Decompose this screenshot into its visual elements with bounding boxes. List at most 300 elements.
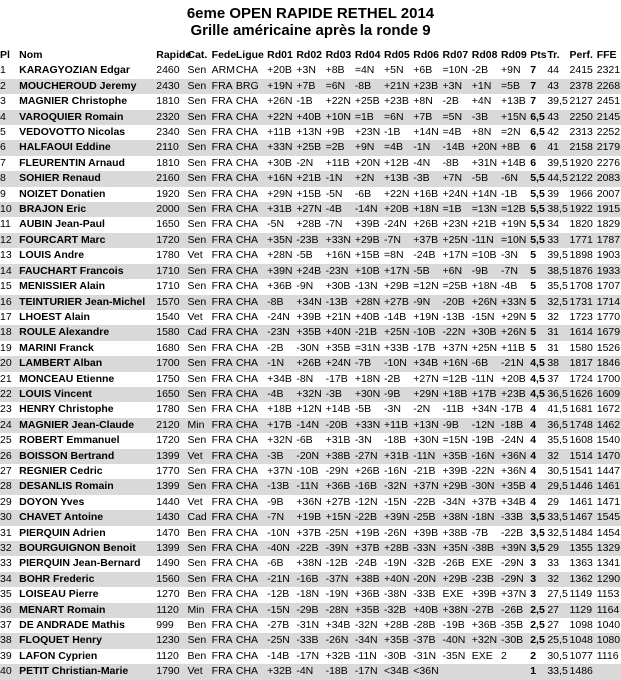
table-cell: -10B <box>296 464 319 477</box>
table-cell: 1626 <box>570 387 597 402</box>
table-cell: -12N <box>472 418 501 433</box>
table-cell: 1490 <box>156 557 180 570</box>
table-cell: -18B <box>326 664 355 679</box>
table-cell: FRA <box>212 387 236 402</box>
table-cell: 1810 <box>156 156 180 169</box>
table-cell: +7N <box>443 171 472 186</box>
table-cell: CHA <box>236 418 267 433</box>
table-cell: 1829 <box>596 218 621 231</box>
table-cell: 5 <box>530 325 547 340</box>
table-cell: CHA <box>235 280 259 293</box>
table-cell: 31 <box>547 341 560 354</box>
column-header: Cat. <box>187 49 208 61</box>
table-cell: +36N <box>296 495 322 508</box>
table-cell: -13N <box>354 280 378 293</box>
table-cell: Ben <box>187 619 207 632</box>
table-cell: +29B <box>384 280 409 293</box>
table-cell: 1817 <box>570 356 597 371</box>
table-cell: +37B <box>355 541 384 556</box>
table-row <box>0 233 621 248</box>
table-cell: 1922 <box>570 202 597 217</box>
table-cell: -17N <box>355 664 384 679</box>
table-cell: +25B <box>354 95 380 108</box>
table-cell: 32 <box>547 572 569 587</box>
table-cell <box>597 664 621 679</box>
table-cell: -32B <box>384 603 413 618</box>
table-cell: -22B <box>413 495 436 508</box>
table-cell: 41,5 <box>547 403 568 416</box>
table-cell: +35N <box>443 541 472 556</box>
table-cell: +36N <box>500 464 527 477</box>
table-cell: -3N <box>354 434 372 447</box>
table-cell: 30,5 <box>547 464 568 477</box>
table-cell: REGNIER Cedric <box>19 464 103 477</box>
table-cell: -8N <box>296 372 314 385</box>
table-cell: 1681 <box>569 403 593 416</box>
table-cell: +37B <box>296 526 322 539</box>
table-cell: +26B <box>354 464 380 477</box>
table-cell: Vet <box>187 495 203 508</box>
column-header: Nom <box>19 49 43 61</box>
column-header: Rd07 <box>442 49 469 61</box>
table-cell: -35N <box>442 649 466 662</box>
table-cell: +35B <box>384 633 413 648</box>
table-cell: FRA <box>212 572 236 587</box>
table-cell: Ben <box>187 526 207 539</box>
table-cell: +21N <box>384 79 413 94</box>
table-cell: +11B <box>325 156 350 169</box>
table-cell: CHA <box>235 341 259 354</box>
table-cell: 1770 <box>596 310 621 323</box>
table-cell: +16N <box>325 249 351 262</box>
table-cell: -7B <box>355 356 384 371</box>
table-cell: -33B <box>501 510 530 525</box>
table-cell: -7N <box>325 218 343 231</box>
table-cell: -20N <box>413 572 442 587</box>
table-cell: +35B <box>296 325 325 340</box>
table-cell: 5,5 <box>530 187 545 200</box>
table-cell: 19 <box>0 341 12 354</box>
table-cell: FRA <box>211 526 233 539</box>
table-row <box>0 603 621 618</box>
table-cell: +30N <box>355 387 384 402</box>
table-cell: -31N <box>296 619 320 632</box>
table-cell: 1570 <box>156 295 187 310</box>
table-cell: 6 <box>530 140 547 155</box>
table-cell: ARM <box>211 64 236 77</box>
table-cell: BOISSON Bertrand <box>19 449 156 464</box>
page-header <box>0 0 621 39</box>
table-cell: -18N <box>472 510 501 525</box>
table-cell: 4 <box>530 449 547 464</box>
table-cell: CHA <box>235 434 259 447</box>
table-cell: FLOQUET Henry <box>19 633 156 648</box>
table-cell: 33 <box>547 557 560 570</box>
table-cell: Ben <box>187 649 207 662</box>
table-cell: 28 <box>0 479 19 494</box>
table-cell: 1 <box>530 664 547 679</box>
table-cell: 38,5 <box>547 264 569 279</box>
table-cell: 38 <box>547 356 569 371</box>
table-row <box>0 202 621 217</box>
table-cell: 2378 <box>570 79 597 94</box>
table-row <box>0 325 621 340</box>
table-cell: CHA <box>236 603 267 618</box>
table-cell: 39,5 <box>547 249 568 262</box>
table-cell: 1790 <box>156 664 187 679</box>
table-cell: -10N <box>267 526 290 539</box>
table-cell: +23N <box>354 126 381 139</box>
table-cell: 12 <box>0 233 19 248</box>
table-cell: LOUIS Vincent <box>19 387 156 402</box>
table-cell: CHA <box>236 233 267 248</box>
table-cell: +23B <box>384 95 409 108</box>
table-cell: CHA <box>236 356 267 371</box>
table-cell: +33N <box>355 418 384 433</box>
table-cell: DESANLIS Romain <box>19 479 156 494</box>
table-cell: -26N <box>326 633 355 648</box>
table-cell: 43 <box>547 79 569 94</box>
table-cell: FRA <box>211 310 233 323</box>
table-cell: 2 <box>0 79 19 94</box>
table-cell: +13B <box>500 95 526 108</box>
table-cell: 30,5 <box>547 649 568 662</box>
table-row <box>0 79 621 94</box>
table-cell: +18N <box>354 372 381 385</box>
table-cell: 39 <box>0 649 12 662</box>
table-cell: +33N <box>326 233 355 248</box>
table-cell: +40B <box>296 110 325 125</box>
table-cell: -4N <box>296 664 325 679</box>
table-cell: +22N <box>325 95 351 108</box>
table-cell: 7 <box>530 95 537 108</box>
table-cell: -11N <box>471 372 494 385</box>
table-cell: 10 <box>0 202 19 217</box>
table-cell: 1915 <box>597 202 621 217</box>
table-cell: -1N <box>413 140 442 155</box>
table-cell: LOISEAU Pierre <box>19 588 99 601</box>
table-cell: FRA <box>212 510 236 525</box>
table-cell: FRA <box>211 557 233 570</box>
column-header: Rd09 <box>500 49 527 61</box>
table-cell: 1446 <box>570 479 597 494</box>
table-cell: Sen <box>187 156 207 169</box>
table-cell: +35N <box>267 233 296 248</box>
table-cell: -23N <box>267 325 296 340</box>
table-cell: =8N <box>384 249 404 262</box>
column-header: Rd01 <box>267 49 293 61</box>
table-cell: +25N <box>384 325 413 340</box>
table-cell: 44 <box>547 64 560 77</box>
table-cell: +38B <box>442 526 468 539</box>
table-cell: -23B <box>296 233 325 248</box>
table-cell: =13N <box>472 202 501 217</box>
table-cell <box>472 664 501 679</box>
table-row <box>0 295 621 310</box>
table-cell: 1290 <box>597 572 621 587</box>
table-row <box>0 94 621 109</box>
table-cell: CHA <box>236 202 267 217</box>
table-cell: FLEURENTIN Arnaud <box>19 156 125 169</box>
table-cell: -34N <box>442 495 466 508</box>
table-cell: +9B <box>325 126 345 139</box>
table-cell: -14N <box>355 202 384 217</box>
table-cell: -31N <box>413 649 437 662</box>
column-header: Pts <box>530 49 547 61</box>
table-row <box>0 649 621 664</box>
table-cell: 1399 <box>156 479 187 494</box>
table-cell: FRA <box>212 295 236 310</box>
table-cell: -15N <box>471 310 495 323</box>
table-cell: 1898 <box>569 249 593 262</box>
table-cell: 2,5 <box>530 603 547 618</box>
table-cell: 38 <box>0 633 19 648</box>
table-cell <box>443 664 472 679</box>
table-cell: -16N <box>384 464 407 477</box>
table-cell: +19N <box>413 310 439 323</box>
table-cell: -20B <box>443 295 472 310</box>
table-cell: +39B <box>413 526 439 539</box>
table-cell: +7B <box>413 110 442 125</box>
table-cell: 2276 <box>596 156 621 169</box>
table-cell: -11N <box>296 479 325 494</box>
table-cell: -2B <box>471 64 489 77</box>
column-header: Rd08 <box>471 49 498 61</box>
table-cell: 999 <box>156 619 174 632</box>
table-cell: -13B <box>442 310 465 323</box>
table-cell: +14N <box>471 187 498 200</box>
table-cell: 26 <box>0 449 19 464</box>
table-cell: +37N <box>500 588 527 601</box>
table-cell: 1920 <box>569 156 593 169</box>
table-cell: 2 <box>500 649 507 662</box>
table-cell: +19N <box>500 218 527 231</box>
table-cell: +30B <box>267 156 292 169</box>
table-cell: 1608 <box>569 434 593 447</box>
table-cell: 29 <box>547 495 560 508</box>
table-cell: CHA <box>236 510 267 525</box>
table-cell: FRA <box>211 649 233 662</box>
table-cell: -33B <box>413 588 436 601</box>
table-cell: Vet <box>187 664 211 679</box>
table-cell: 1720 <box>156 434 180 447</box>
table-cell: -26B <box>501 603 530 618</box>
table-cell: +26N <box>267 95 293 108</box>
table-cell: -22N <box>443 325 472 340</box>
table-cell: 20 <box>0 356 19 371</box>
table-cell: +36B <box>326 479 355 494</box>
table-cell: CHA <box>235 126 259 139</box>
table-cell: CHA <box>236 325 267 340</box>
table-cell: +40B <box>413 603 442 618</box>
table-cell: 3,5 <box>530 541 547 556</box>
table-cell: 4 <box>530 479 547 494</box>
table-cell: 27,5 <box>547 588 568 601</box>
table-cell: -14B <box>267 649 290 662</box>
table-cell: -11N <box>354 649 377 662</box>
table-cell: -15N <box>267 603 296 618</box>
table-cell: FRA <box>212 633 236 648</box>
table-cell: MENART Romain <box>19 603 156 618</box>
table-cell: 31 <box>547 325 569 340</box>
table-row <box>0 110 621 125</box>
table-cell: HENRY Christophe <box>19 403 114 416</box>
table-cell: 11 <box>0 218 11 231</box>
table-cell: =4N <box>354 64 375 77</box>
table-cell: +18N <box>413 202 442 217</box>
table-cell: 1780 <box>156 403 180 416</box>
table-cell: FRA <box>211 156 233 169</box>
table-cell: CHA <box>236 479 267 494</box>
table-cell: 5,5 <box>530 202 547 217</box>
table-cell: -9B <box>472 264 501 279</box>
table-cell: 5 <box>0 126 6 139</box>
table-cell: DOYON Yves <box>19 495 85 508</box>
table-cell: +15N <box>326 510 355 525</box>
table-cell: CHA <box>235 156 259 169</box>
table-cell: +28B <box>384 541 413 556</box>
table-cell: 1771 <box>570 233 597 248</box>
table-cell: 1120 <box>156 649 179 662</box>
table-cell: -20N <box>296 449 325 464</box>
table-cell: EXE <box>471 557 493 570</box>
table-cell: PIERQUIN Jean-Bernard <box>19 557 141 570</box>
table-cell: 2430 <box>156 79 187 94</box>
table-cell: MENISSIER Alain <box>19 280 106 293</box>
column-header: Rd03 <box>325 49 352 61</box>
table-cell: +28N <box>355 295 384 310</box>
table-cell: -2B <box>267 341 284 354</box>
table-cell: Min <box>187 603 211 618</box>
table-cell: FRA <box>212 356 236 371</box>
table-cell: +33N <box>267 140 296 155</box>
table-cell: +3N <box>443 79 472 94</box>
table-cell: CHA <box>236 264 267 279</box>
table-cell: 36 <box>0 603 19 618</box>
table-cell: =12N <box>413 280 439 293</box>
table-cell: 1672 <box>596 403 621 416</box>
table-cell: -11N <box>413 449 442 464</box>
table-row <box>0 279 621 294</box>
table-cell: -5B <box>296 249 313 262</box>
table-cell: 36,5 <box>547 418 569 433</box>
table-cell: 1920 <box>156 187 180 200</box>
page-subtitle: Grille américaine après la ronde 9 <box>190 22 431 39</box>
table-cell: 1700 <box>596 372 621 385</box>
table-cell: 1679 <box>597 325 621 340</box>
table-cell: Sen <box>187 79 211 94</box>
table-cell: 15 <box>0 280 12 293</box>
table-cell: -18B <box>384 434 407 447</box>
table-row <box>0 402 621 417</box>
table-cell: 35,5 <box>547 434 568 447</box>
table-cell: FRA <box>212 325 236 340</box>
table-row <box>0 556 621 571</box>
table-row <box>0 156 621 171</box>
table-cell: VAROQUIER Romain <box>19 110 156 125</box>
table-cell: FRA <box>211 403 233 416</box>
table-cell: CHA <box>235 310 259 323</box>
table-cell: 37 <box>0 619 12 632</box>
table-cell: 32 <box>547 310 560 323</box>
table-cell: -30N <box>296 341 320 354</box>
table-row <box>0 264 621 279</box>
table-cell: FAUCHART Francois <box>19 264 156 279</box>
table-cell: +27N <box>413 372 439 385</box>
table-cell: 4,5 <box>530 387 547 402</box>
table-cell: 1708 <box>569 280 593 293</box>
table-cell: Sen <box>187 633 211 648</box>
table-cell: FRA <box>212 664 236 679</box>
table-cell: -3B <box>413 171 442 186</box>
table-cell: +19B <box>296 510 325 525</box>
table-cell: CHA <box>235 187 259 200</box>
table-row <box>0 479 621 494</box>
table-cell: Ben <box>187 588 207 601</box>
table-cell: 8 <box>0 171 19 186</box>
table-cell: 1514 <box>570 449 597 464</box>
table-cell: +21B <box>296 171 325 186</box>
table-cell: 33,5 <box>547 510 569 525</box>
table-cell: -3N <box>384 403 401 416</box>
table-cell: -16B <box>355 479 384 494</box>
table-cell: 6,5 <box>530 110 547 125</box>
table-cell: 39,5 <box>547 156 568 169</box>
table-cell: 38,5 <box>547 202 569 217</box>
table-cell: 1355 <box>570 541 597 556</box>
table-cell: -33N <box>413 541 442 556</box>
table-cell: 1650 <box>156 218 180 231</box>
table-cell: +19B <box>354 526 380 539</box>
table-cell: -30B <box>384 649 407 662</box>
column-header: Perf. <box>569 49 593 61</box>
table-cell: 4 <box>0 110 19 125</box>
table-cell: +4N <box>471 95 492 108</box>
table-cell: 5,5 <box>530 218 545 231</box>
table-cell: -3B <box>267 449 296 464</box>
table-cell: Sen <box>187 64 207 77</box>
table-cell: 27 <box>547 619 560 632</box>
table-cell: Sen <box>187 572 211 587</box>
table-cell: Sen <box>187 126 207 139</box>
table-cell: -19N <box>325 588 349 601</box>
table-cell: DE ANDRADE Mathis <box>19 619 125 632</box>
table-cell: 2460 <box>156 64 180 77</box>
table-cell: +27N <box>296 202 325 217</box>
table-cell: 2158 <box>570 140 597 155</box>
table-cell: FRA <box>212 110 236 125</box>
table-cell: -5N <box>325 187 343 200</box>
table-cell: 1440 <box>156 495 180 508</box>
table-cell: CHA <box>236 171 267 186</box>
table-cell: 2083 <box>597 171 621 186</box>
table-cell: +24B <box>296 264 325 279</box>
table-row <box>0 171 621 186</box>
table-row <box>0 633 621 648</box>
table-cell: 6 <box>0 140 19 155</box>
table-cell: CHA <box>235 95 259 108</box>
table-cell: CHA <box>235 218 259 231</box>
table-cell: CHA <box>235 526 259 539</box>
table-cell: FRA <box>212 233 236 248</box>
table-cell: -2B <box>384 372 401 385</box>
table-cell: -12B <box>325 557 348 570</box>
table-cell: =5B <box>501 79 530 94</box>
table-cell: -37N <box>326 572 355 587</box>
table-cell: CHA <box>236 449 267 464</box>
table-cell: -24B <box>354 557 377 570</box>
table-cell: -14B <box>443 140 472 155</box>
